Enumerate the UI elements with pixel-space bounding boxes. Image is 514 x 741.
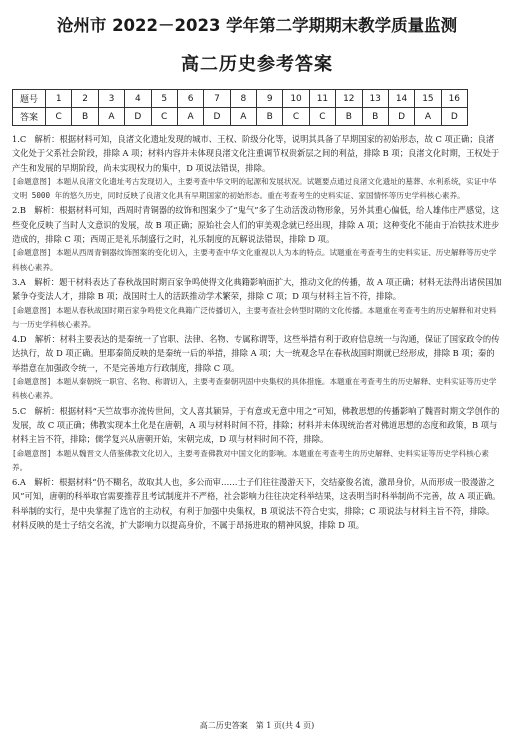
question-number: 6 — [177, 90, 203, 108]
question-number: 11 — [309, 90, 335, 108]
answer-cell: D — [204, 108, 230, 126]
answer-cell: B — [72, 108, 98, 126]
question-number: 3 — [98, 90, 124, 108]
explanation-1: 1.C 解析：根据材料可知，良渚文化遗址发现的城市、王权、阶级分化等，说明其具备了早期国家的初始形态，故 C 项正确；良渚文化处于父系社会阶段，排除 A 项；材料内容并未体现良渚文化注重调节权贵新层之间的利益，排除 B 项；良渚文化时期，王权处于产生和发展的早期阶段，尚未实现权力的集中，D 项说法错误，排除。 — [12, 134, 500, 173]
answer-cell: B — [336, 108, 362, 126]
document-subtitle: 高二历史参考答案 — [181, 54, 333, 75]
answer-cell: B — [257, 108, 283, 126]
document-title: 沧州市 2022－2023 学年第二学期期末教学质量监测 — [56, 16, 458, 35]
question-number: 16 — [441, 90, 467, 108]
question-number: 1 — [46, 90, 72, 108]
answer-cell: B — [362, 108, 388, 126]
intent-note-5: [命题意图] 本题从魏晋文人借鉴佛教文化切入，主要考查佛教对中国文化的影响。本题重在考查考生的历史解释、史料实证等历史学科核心素养。 — [12, 448, 489, 472]
row-label-answer: 答案 — [13, 108, 46, 126]
question-number: 14 — [388, 90, 414, 108]
answer-cell: D — [388, 108, 414, 126]
answer-cell: D — [125, 108, 151, 126]
answer-cell: C — [46, 108, 72, 126]
answer-table — [12, 89, 468, 126]
intent-note-1: [命题意图] 本题从良渚文化遗址考古发现切入，主要考查中华文明的起源和发展状况。试题要点通过良渚文化遗址的墓葬、水利系统，实证中华文明 5000 年的悠久历史，同时反映了良渚文化具有早期国家的初始形态。重在考查考生的史料实证、家国情怀等历史学科核心素养。 — [12, 176, 497, 201]
answer-cell: C — [151, 108, 177, 126]
answer-cell: C — [283, 108, 309, 126]
answer-table-answer-row — [13, 108, 468, 126]
question-number: 5 — [151, 90, 177, 108]
answer-table-number-row — [13, 90, 468, 108]
question-number: 13 — [362, 90, 388, 108]
question-number: 10 — [283, 90, 309, 108]
explanation-2: 2.B 解析：根据材料可知，西周时青铜器的纹饰和图案少了“鬼气”多了生动活泼动物形象，另外其重心偏低，给人雄伟庄严感觉，这些变化反映了当时人文意识的发展，故 B 项正确；原始社会人们的审美观念就已经出现，排除 A 项；这种变化不能由于冶铁技术进步造成的，排除 C 项；西周正是礼乐制盛行之时，礼乐制度的瓦解说法错误，排除 D 项。 — [12, 205, 500, 245]
answer-cell: C — [309, 108, 335, 126]
question-number: 15 — [415, 90, 441, 108]
answer-cell: A — [230, 108, 256, 126]
explanations-section — [12, 132, 502, 532]
intent-note-3: [命题意图] 本题从春秋战国时期百家争鸣使文化典籍广泛传播切入，主要考查社会转型时期的文化传播。本题重在考查考生的历史解释和对史料与一历史学科核心素养。 — [12, 305, 497, 329]
answer-cell: D — [441, 108, 467, 126]
row-label-question: 题号 — [13, 90, 46, 108]
explanation-3: 3.A 解析：题干材料表达了春秋战国时期百家争鸣使得文化典籍影响面扩大，推动文化的传播，故 A 项正确；材料无法得出诸侯国加紧争夺变法人才，排除 B 项；战国时士人的活跃推动学术繁荣，排除 C 项；D 项与材料主旨不符，排除。 — [12, 276, 502, 302]
answer-cell: A — [415, 108, 441, 126]
question-number: 4 — [125, 90, 151, 108]
question-number: 8 — [230, 90, 256, 108]
question-number: 7 — [204, 90, 230, 108]
explanation-5: 5.C 解析：根据材料“天竺故事亦流传世间，文人喜其颖异，于有意或无意中用之”可知，佛教思想的传播影响了魏晋时期文学创作的发展，故 C 项正确；佛教实现本土化是在唐朝，A 项与材料时间不符，排除；材料并未体现统治者对佛道思想的态度和政策，B 项与材料主旨不符，排除；儒学复兴从唐朝开始，宋朝完成，D 项与材料时间不符，排除。 — [12, 405, 500, 445]
page-footer: 高二历史答案 第 1 页(共 4 页) — [199, 721, 315, 730]
answer-cell: A — [98, 108, 124, 126]
question-number: 2 — [72, 90, 98, 108]
explanation-4: 4.D 解析：材料主要表达的是秦统一了官职、法律、名物、专属称谓等，这些举措有利于政府信息统一与沟通，保证了国家政令的传达执行，故 D 项正确。里耶秦简反映的是秦统一后的举措，排除 A 项；大一统观念早在春秋战国时期就已经形成，排除 B 项；秦的举措意在加强政令统一，不是完善地方行政制度，排除 C 项。 — [12, 334, 500, 373]
intent-note-4: [命题意图] 本题从秦朝统一职官、名物、称谓切入，主要考查秦朝巩固中央集权的具体措施。本题重在考查考生的历史解释、史料实证等历史学科核心素养。 — [12, 377, 497, 401]
answer-cell: A — [177, 108, 203, 126]
question-number: 9 — [257, 90, 283, 108]
question-number: 12 — [336, 90, 362, 108]
intent-note-2: [命题意图] 本题从西周青铜器纹饰图案的变化切入，主要考查中华文化重视以人为本的特点。试题重在考查考生的史料实证、历史解释等历史学科核心素养。 — [12, 248, 497, 272]
explanation-6: 6.A 解析：根据材料“仍不糊名，故取其人也，多公而审……士子们往往漫游天下，交结豪俊名流，激昂身价，从而形成一股漫游之风”可知，唐朝的科举取官需要推荐且考试制度并不严格，社会影响力往往决定科举结果，这表明当时科举制尚不完善，故 A 项正确。科举制的实行，是中央掌握了选官的主动权，有利于加强中央集权，B 项说法不符合史实，排除；C 项说法与材料主旨不符，排除。材料反映的是士子结交名流，扩大影响力以提高身价，不属于昂扬进取的精神风貌，排除 D 项。 — [12, 477, 501, 531]
